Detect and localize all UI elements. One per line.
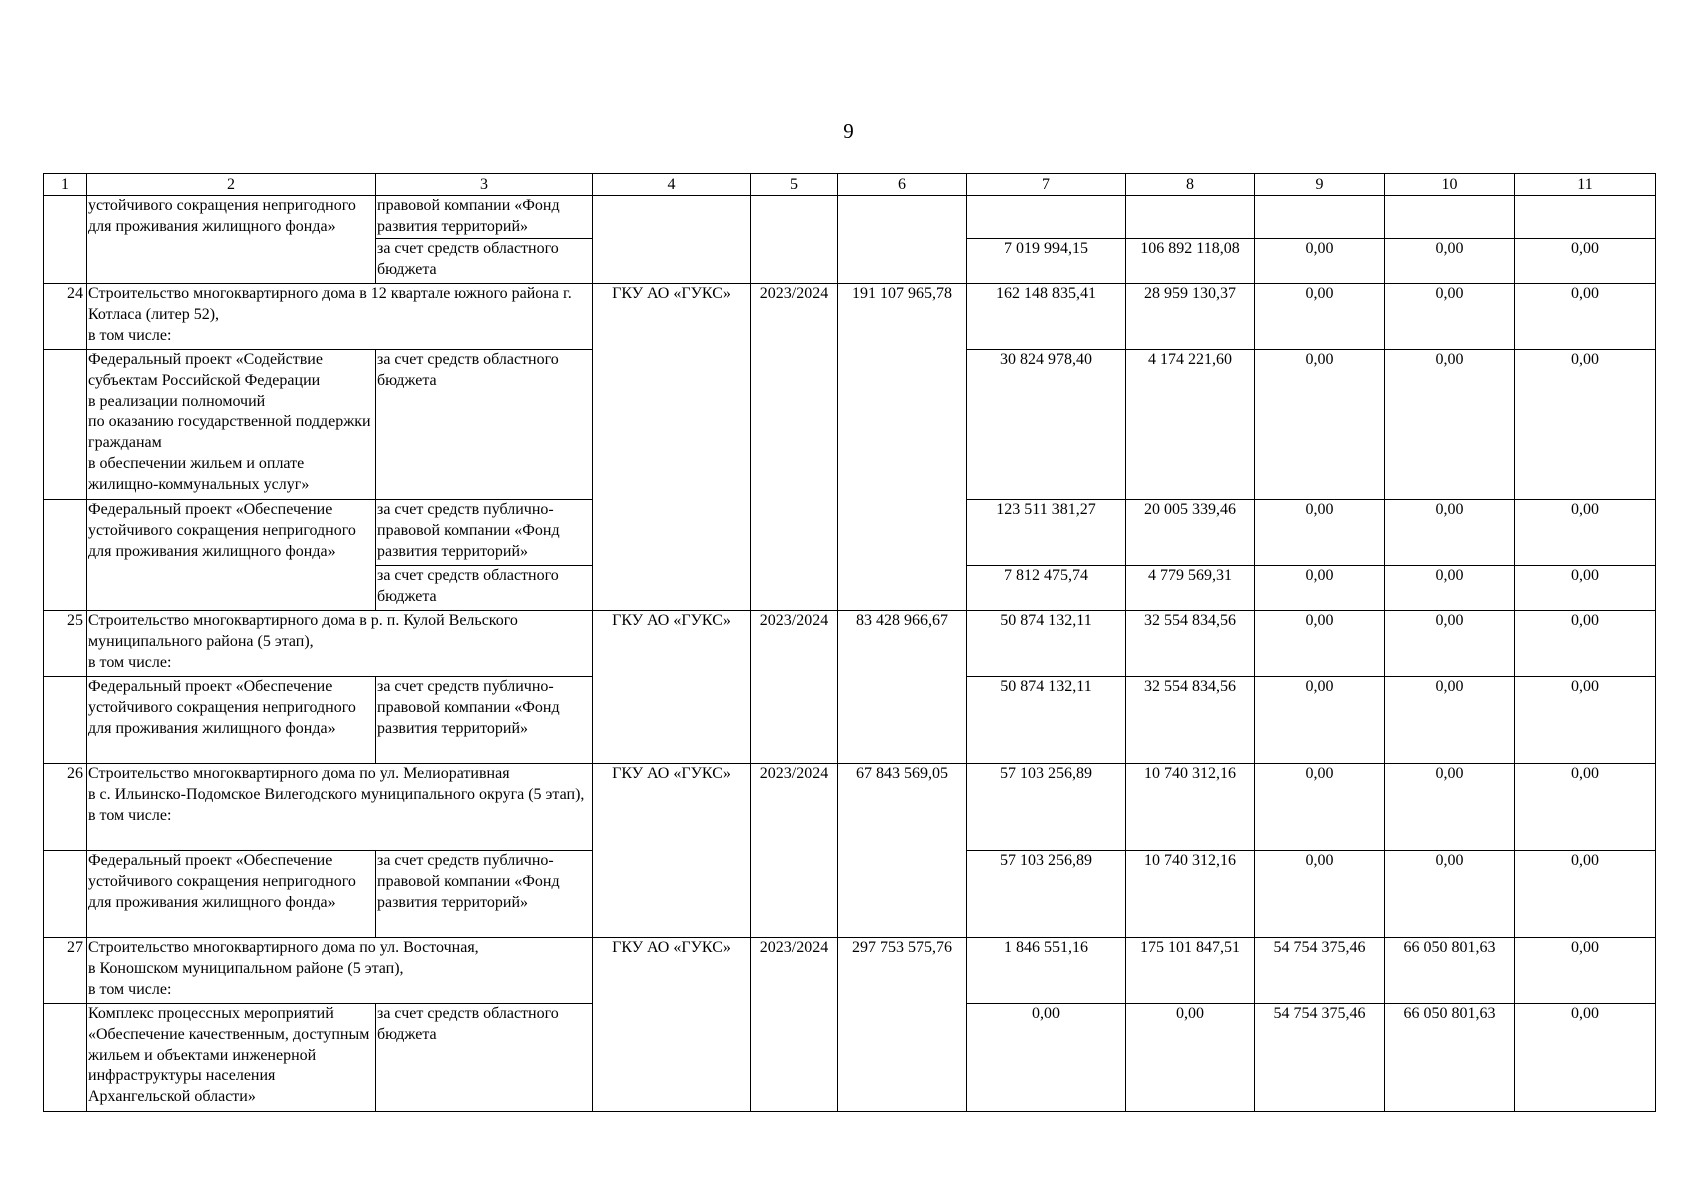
value-cell: 106 892 118,08	[1126, 239, 1255, 284]
value-cell: 4 779 569,31	[1126, 566, 1255, 611]
value-cell: 0,00	[1515, 566, 1656, 611]
program-name: Комплекс процессных мероприятий «Обеспечение качественным, доступным жильем и объектами инженерной инфраструктуры населения Архангельской области»	[87, 1004, 376, 1112]
object-title: Строительство многоквартирного дома по ул. Восточная, в Коношском муниципальном районе (5 этап), в том числе:	[87, 938, 593, 1004]
total-cost: 297 753 575,76	[838, 938, 967, 1112]
row-number-cell	[44, 851, 87, 938]
row-number-cell	[44, 500, 87, 611]
value-cell: 0,00	[1515, 1004, 1656, 1112]
source-cell: правовой компании «Фонд развития территорий»	[376, 196, 593, 239]
value-cell: 28 959 130,37	[1126, 284, 1255, 350]
table-row	[44, 284, 1656, 350]
value-cell: 0,00	[1515, 938, 1656, 1004]
value-cell: 0,00	[1385, 764, 1515, 851]
value-cell: 54 754 375,46	[1255, 1004, 1385, 1112]
value-cell: 0,00	[1385, 284, 1515, 350]
table-row	[44, 196, 1656, 239]
total-cost: 191 107 965,78	[838, 284, 967, 611]
value-cell: 0,00	[1515, 239, 1656, 284]
value-cell: 123 511 381,27	[967, 500, 1126, 566]
period: 2023/2024	[751, 611, 838, 764]
page-number: 9	[843, 119, 854, 143]
program-name: Федеральный проект «Содействие субъектам Российской Федерации в реализации полномочий по оказанию государственной поддержки гражданам в обеспечении жильем и оплате жилищно-коммунальных услуг»	[87, 350, 376, 500]
column-header: 3	[376, 174, 593, 196]
source-cell: за счет средств публично-правовой компании «Фонд развития территорий»	[376, 851, 593, 938]
value-cell: 0,00	[1515, 500, 1656, 566]
row-number: 24	[44, 284, 87, 350]
value-cell: 0,00	[1385, 239, 1515, 284]
source-cell: за счет средств областного бюджета	[376, 566, 593, 611]
row-number-cell	[44, 677, 87, 764]
value-cell	[1515, 196, 1656, 239]
row-number: 25	[44, 611, 87, 677]
column-header: 9	[1255, 174, 1385, 196]
value-cell: 57 103 256,89	[967, 764, 1126, 851]
source-cell: за счет средств областного бюджета	[376, 350, 593, 500]
period: 2023/2024	[751, 764, 838, 938]
source-cell: за счет средств областного бюджета	[376, 239, 593, 284]
column-header: 10	[1385, 174, 1515, 196]
value-cell: 0,00	[1126, 1004, 1255, 1112]
value-cell: 0,00	[1385, 677, 1515, 764]
program-name: Федеральный проект «Обеспечение устойчивого сокращения непригодного для проживания жилищного фонда»	[87, 500, 376, 611]
value-cell: 0,00	[1255, 677, 1385, 764]
total-cost: 67 843 569,05	[838, 764, 967, 938]
value-cell: 0,00	[1515, 350, 1656, 500]
table-row	[44, 938, 1656, 1004]
value-cell: 30 824 978,40	[967, 350, 1126, 500]
value-cell: 162 148 835,41	[967, 284, 1126, 350]
source-cell: за счет средств публично-правовой компании «Фонд развития территорий»	[376, 500, 593, 566]
value-cell	[1126, 196, 1255, 239]
object-title: Строительство многоквартирного дома в 12 квартале южного района г. Котласа (литер 52), в том числе:	[87, 284, 593, 350]
source-cell: за счет средств публично-правовой компании «Фонд развития территорий»	[376, 677, 593, 764]
row-number: 27	[44, 938, 87, 1004]
value-cell: 4 174 221,60	[1126, 350, 1255, 500]
value-cell: 0,00	[1385, 566, 1515, 611]
value-cell: 10 740 312,16	[1126, 851, 1255, 938]
value-cell: 50 874 132,11	[967, 677, 1126, 764]
value-cell: 175 101 847,51	[1126, 938, 1255, 1004]
total-cost: 83 428 966,67	[838, 611, 967, 764]
value-cell: 0,00	[1255, 611, 1385, 677]
value-cell: 0,00	[1255, 284, 1385, 350]
value-cell: 66 050 801,63	[1385, 938, 1515, 1004]
value-cell	[1385, 196, 1515, 239]
value-cell: 0,00	[1385, 851, 1515, 938]
value-cell: 1 846 551,16	[967, 938, 1126, 1004]
value-cell: 50 874 132,11	[967, 611, 1126, 677]
value-cell: 57 103 256,89	[967, 851, 1126, 938]
column-header: 7	[967, 174, 1126, 196]
value-cell: 0,00	[1255, 566, 1385, 611]
object-title: Строительство многоквартирного дома по ул. Мелиоративная в с. Ильинско-Подомское Вилегодского муниципального округа (5 этап), в том числе:	[87, 764, 593, 851]
row-number-cell	[44, 1004, 87, 1112]
value-cell: 0,00	[1385, 611, 1515, 677]
value-cell: 0,00	[1515, 851, 1656, 938]
value-cell: 0,00	[967, 1004, 1126, 1112]
header-row	[44, 174, 1656, 196]
period: 2023/2024	[751, 938, 838, 1112]
value-cell: 32 554 834,56	[1126, 611, 1255, 677]
table-row	[44, 611, 1656, 677]
object-name-cell: устойчивого сокращения непригодного для проживания жилищного фонда»	[87, 196, 376, 284]
value-cell: 0,00	[1255, 500, 1385, 566]
value-cell: 0,00	[1515, 764, 1656, 851]
value-cell: 0,00	[1515, 677, 1656, 764]
row-number: 26	[44, 764, 87, 851]
program-name: Федеральный проект «Обеспечение устойчивого сокращения непригодного для проживания жилищного фонда»	[87, 851, 376, 938]
column-header: 11	[1515, 174, 1656, 196]
customer: ГКУ АО «ГУКС»	[593, 611, 751, 764]
column-header: 6	[838, 174, 967, 196]
value-cell: 0,00	[1255, 350, 1385, 500]
value-cell: 0,00	[1515, 284, 1656, 350]
value-cell: 7 019 994,15	[967, 239, 1126, 284]
period-cell	[751, 196, 838, 284]
object-title: Строительство многоквартирного дома в р. п. Кулой Вельского муниципального района (5 этап), в том числе:	[87, 611, 593, 677]
program-name: Федеральный проект «Обеспечение устойчивого сокращения непригодного для проживания жилищного фонда»	[87, 677, 376, 764]
row-number-cell	[44, 196, 87, 284]
customer: ГКУ АО «ГУКС»	[593, 284, 751, 611]
column-header: 8	[1126, 174, 1255, 196]
cost-cell	[838, 196, 967, 284]
budget-table	[43, 173, 1656, 1112]
table-row	[44, 764, 1656, 851]
customer-cell	[593, 196, 751, 284]
value-cell: 0,00	[1255, 851, 1385, 938]
customer: ГКУ АО «ГУКС»	[593, 938, 751, 1112]
value-cell: 7 812 475,74	[967, 566, 1126, 611]
value-cell: 0,00	[1385, 350, 1515, 500]
value-cell: 66 050 801,63	[1385, 1004, 1515, 1112]
value-cell: 0,00	[1255, 764, 1385, 851]
row-number-cell	[44, 350, 87, 500]
value-cell: 10 740 312,16	[1126, 764, 1255, 851]
source-cell: за счет средств областного бюджета	[376, 1004, 593, 1112]
value-cell: 0,00	[1385, 500, 1515, 566]
column-header: 1	[44, 174, 87, 196]
value-cell: 0,00	[1515, 611, 1656, 677]
column-header: 2	[87, 174, 376, 196]
value-cell: 20 005 339,46	[1126, 500, 1255, 566]
value-cell: 32 554 834,56	[1126, 677, 1255, 764]
value-cell: 0,00	[1255, 239, 1385, 284]
value-cell: 54 754 375,46	[1255, 938, 1385, 1004]
value-cell	[1255, 196, 1385, 239]
column-header: 4	[593, 174, 751, 196]
value-cell	[967, 196, 1126, 239]
customer: ГКУ АО «ГУКС»	[593, 764, 751, 938]
period: 2023/2024	[751, 284, 838, 611]
column-header: 5	[751, 174, 838, 196]
